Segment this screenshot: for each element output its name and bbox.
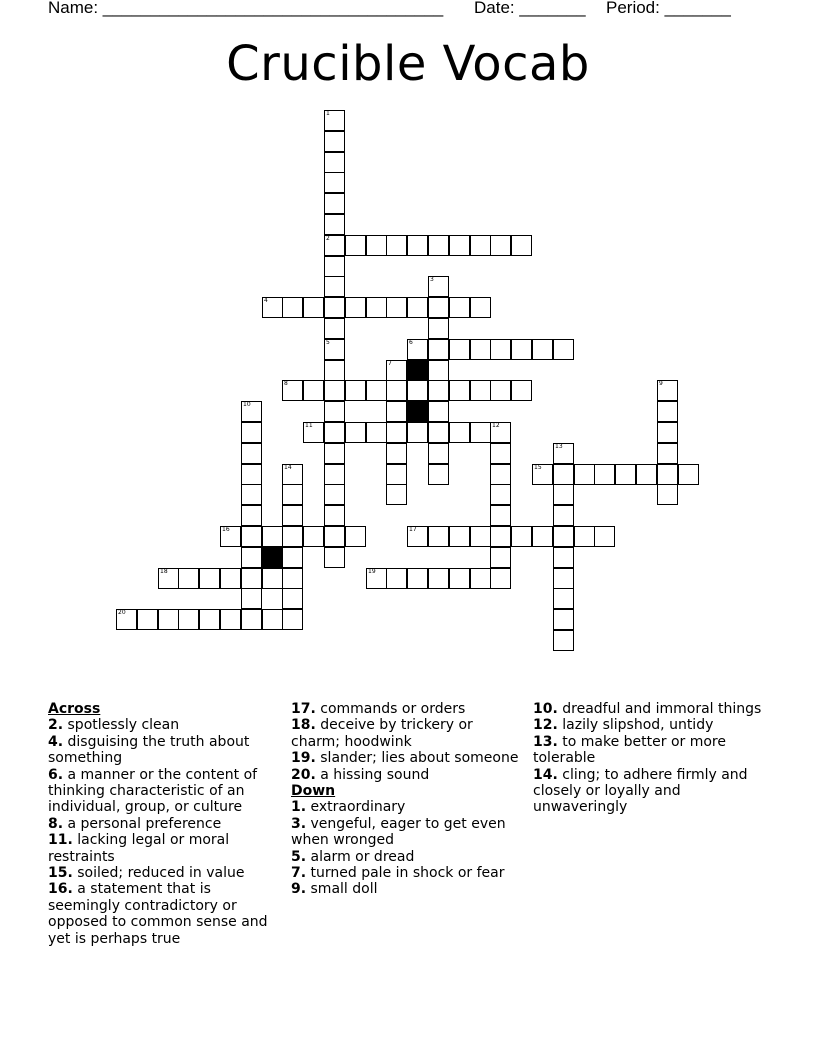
- clue-number-label: 15: [534, 464, 542, 471]
- crossword-cell[interactable]: [116, 609, 137, 630]
- clue-number: 5.: [291, 848, 307, 865]
- crossword-cell[interactable]: [241, 443, 262, 464]
- clues-column-2: [291, 701, 523, 898]
- crossword-cell[interactable]: [199, 568, 220, 589]
- crossword-cell[interactable]: [490, 568, 511, 589]
- clue-number: 3.: [291, 815, 307, 832]
- crossword-cell[interactable]: [282, 380, 303, 401]
- crossword-cell[interactable]: [428, 568, 449, 589]
- crossword-cell[interactable]: [532, 526, 553, 547]
- crossword-cell[interactable]: [428, 464, 449, 485]
- clue-item: [291, 799, 523, 815]
- crossword-cell[interactable]: [511, 339, 532, 360]
- crossword-cell[interactable]: [324, 256, 345, 277]
- crossword-cell[interactable]: [366, 235, 387, 256]
- clue-text: alarm or dread: [306, 848, 415, 865]
- clues-column-3: [533, 701, 765, 816]
- crossword-cell[interactable]: [282, 297, 303, 318]
- crossword-cell[interactable]: [553, 505, 574, 526]
- crossword-cell[interactable]: [490, 443, 511, 464]
- crossword-cell[interactable]: [532, 464, 553, 485]
- crossword-cell[interactable]: [386, 235, 407, 256]
- crossword-cell[interactable]: [428, 422, 449, 443]
- crossword-cell[interactable]: [345, 526, 366, 547]
- crossword-cell[interactable]: [199, 609, 220, 630]
- crossword-cell[interactable]: [241, 464, 262, 485]
- crossword-cell[interactable]: [324, 193, 345, 214]
- crossword-cell[interactable]: [490, 464, 511, 485]
- crossword-cell[interactable]: [262, 568, 283, 589]
- clue-text: cling; to adhere firmly and closely or loyally and unwaveringly: [533, 766, 748, 816]
- crossword-cell[interactable]: [345, 235, 366, 256]
- crossword-cell[interactable]: [553, 484, 574, 505]
- clue-item: [48, 767, 280, 816]
- crossword-cell[interactable]: [553, 609, 574, 630]
- crossword-cell[interactable]: [345, 422, 366, 443]
- clue-number-label: 1: [326, 110, 330, 117]
- date-line: _______: [519, 0, 586, 17]
- crossword-cell[interactable]: [324, 297, 345, 318]
- crossword-cell[interactable]: [324, 464, 345, 485]
- crossword-cell[interactable]: [657, 401, 678, 422]
- crossword-cell[interactable]: [657, 484, 678, 505]
- crossword-cell[interactable]: [324, 110, 345, 131]
- crossword-cell[interactable]: [303, 422, 324, 443]
- crossword-cell[interactable]: [553, 547, 574, 568]
- crossword-cell[interactable]: [470, 339, 491, 360]
- page-title: Crucible Vocab: [226, 36, 590, 92]
- crossword-cell[interactable]: [553, 443, 574, 464]
- crossword-cell[interactable]: [657, 380, 678, 401]
- crossword-cell[interactable]: [490, 422, 511, 443]
- clue-number: 17.: [291, 701, 316, 717]
- clue-item: [291, 865, 523, 881]
- crossword-cell[interactable]: [366, 568, 387, 589]
- across-clue-list-continued: [291, 701, 523, 783]
- crossword-cell[interactable]: [428, 401, 449, 422]
- clues-column-1: [48, 701, 280, 947]
- crossword-cell[interactable]: [428, 443, 449, 464]
- crossword-cell[interactable]: [594, 464, 615, 485]
- clue-item: [48, 816, 280, 832]
- crossword-cell[interactable]: [345, 380, 366, 401]
- crossword-cell[interactable]: [553, 464, 574, 485]
- clue-number: 18.: [291, 717, 316, 734]
- crossword-cell[interactable]: [490, 380, 511, 401]
- crossword-cell[interactable]: [386, 401, 407, 422]
- clue-number: 14.: [533, 766, 558, 783]
- crossword-cell[interactable]: [324, 172, 345, 193]
- crossword-cell[interactable]: [449, 297, 470, 318]
- crossword-cell[interactable]: [241, 588, 262, 609]
- clue-number: 7.: [291, 865, 307, 882]
- clue-number-label: 13: [555, 443, 563, 450]
- crossword-cell[interactable]: [407, 235, 428, 256]
- crossword-cell[interactable]: [303, 380, 324, 401]
- crossword-cell[interactable]: [490, 547, 511, 568]
- clue-text: extraordinary: [306, 799, 406, 816]
- crossword-cell[interactable]: [511, 526, 532, 547]
- crossword-cell[interactable]: [470, 235, 491, 256]
- crossword-cell[interactable]: [366, 422, 387, 443]
- clue-number: 11.: [48, 832, 73, 849]
- crossword-cell[interactable]: [428, 297, 449, 318]
- crossword-cell[interactable]: [386, 568, 407, 589]
- crossword-cell[interactable]: [407, 568, 428, 589]
- crossword-cell[interactable]: [220, 568, 241, 589]
- clue-number: 19.: [291, 750, 316, 767]
- crossword-cell[interactable]: [386, 297, 407, 318]
- crossword-cell[interactable]: [220, 526, 241, 547]
- clue-number-label: 20: [118, 609, 126, 616]
- crossword-cell[interactable]: [324, 360, 345, 381]
- crossword-cell[interactable]: [324, 339, 345, 360]
- date-label: Date:: [474, 0, 520, 17]
- clue-item: [48, 832, 280, 865]
- period-label: Period:: [606, 0, 665, 17]
- crossword-cell[interactable]: [324, 401, 345, 422]
- crossword-cell[interactable]: [324, 443, 345, 464]
- clue-number: 1.: [291, 799, 307, 816]
- clue-item: [291, 881, 523, 897]
- clue-text: lacking legal or moral restraints: [48, 832, 230, 865]
- clue-number-label: 5: [326, 339, 330, 346]
- crossword-cell[interactable]: [324, 547, 345, 568]
- crossword-cell[interactable]: [220, 609, 241, 630]
- crossword-cell[interactable]: [490, 505, 511, 526]
- clue-number-label: 6: [409, 339, 413, 346]
- clue-item: [533, 734, 765, 767]
- crossword-cell[interactable]: [553, 630, 574, 651]
- clue-number: 2.: [48, 717, 64, 734]
- crossword-cell[interactable]: [262, 297, 283, 318]
- clue-number-label: 7: [388, 360, 392, 367]
- crossword-cell[interactable]: [490, 484, 511, 505]
- crossword-cell[interactable]: [282, 505, 303, 526]
- crossword-block: [407, 360, 428, 381]
- crossword-cell[interactable]: [241, 547, 262, 568]
- clue-text: a statement that is seemingly contradictory or opposed to common sense and yet is perhaps true: [48, 881, 268, 947]
- crossword-cell[interactable]: [428, 360, 449, 381]
- clue-text: disguising the truth about something: [48, 733, 250, 767]
- crossword-cell[interactable]: [241, 526, 262, 547]
- clue-text: turned pale in shock or fear: [306, 865, 505, 882]
- clue-text: to make better or more tolerable: [533, 733, 726, 767]
- crossword-cell[interactable]: [532, 339, 553, 360]
- crossword-cell[interactable]: [490, 526, 511, 547]
- crossword-cell[interactable]: [428, 235, 449, 256]
- crossword-cell[interactable]: [282, 588, 303, 609]
- crossword-cell[interactable]: [428, 526, 449, 547]
- crossword-cell[interactable]: [178, 568, 199, 589]
- clue-number: 15.: [48, 865, 73, 882]
- clue-text: spotlessly clean: [63, 717, 180, 734]
- crossword-cell[interactable]: [324, 505, 345, 526]
- crossword-cell[interactable]: [636, 464, 657, 485]
- crossword-cell[interactable]: [511, 380, 532, 401]
- clue-item: [48, 865, 280, 881]
- clue-text: a personal preference: [63, 815, 222, 832]
- clue-number-label: 16: [222, 526, 230, 533]
- crossword-cell[interactable]: [386, 443, 407, 464]
- crossword-cell[interactable]: [574, 526, 595, 547]
- period-line: _______: [664, 0, 731, 17]
- crossword-cell[interactable]: [241, 422, 262, 443]
- clue-item: [291, 816, 523, 849]
- crossword-cell[interactable]: [553, 526, 574, 547]
- crossword-cell[interactable]: [553, 568, 574, 589]
- crossword-cell[interactable]: [324, 131, 345, 152]
- crossword-cell[interactable]: [449, 568, 470, 589]
- clue-number: 16.: [48, 881, 73, 898]
- crossword-cell[interactable]: [428, 276, 449, 297]
- crossword-cell[interactable]: [407, 297, 428, 318]
- crossword-cell[interactable]: [657, 464, 678, 485]
- clue-text: soiled; reduced in value: [72, 865, 245, 882]
- crossword-cell[interactable]: [345, 297, 366, 318]
- crossword-cell[interactable]: [490, 339, 511, 360]
- clue-item: [291, 750, 523, 766]
- clue-item: [533, 767, 765, 816]
- clue-number: 13.: [533, 733, 558, 750]
- clue-number-label: 11: [305, 422, 313, 429]
- crossword-cell[interactable]: [490, 235, 511, 256]
- crossword-cell[interactable]: [428, 380, 449, 401]
- crossword-cell[interactable]: [241, 568, 262, 589]
- crossword-block: [262, 547, 283, 568]
- clue-number-label: 3: [430, 276, 434, 283]
- crossword-cell[interactable]: [282, 547, 303, 568]
- crossword-cell[interactable]: [324, 152, 345, 173]
- clue-number-label: 10: [243, 401, 251, 408]
- crossword-cell[interactable]: [657, 443, 678, 464]
- clue-item: [291, 701, 523, 717]
- crossword-block: [407, 401, 428, 422]
- crossword-cell[interactable]: [262, 609, 283, 630]
- clue-number: 10.: [533, 701, 558, 717]
- crossword-cell[interactable]: [678, 464, 699, 485]
- clue-item: [533, 701, 765, 717]
- across-clue-list: [48, 717, 280, 947]
- crossword-cell[interactable]: [470, 422, 491, 443]
- crossword-cell[interactable]: [366, 297, 387, 318]
- crossword-cell[interactable]: [241, 609, 262, 630]
- clue-number-label: 4: [264, 297, 268, 304]
- crossword-cell[interactable]: [324, 422, 345, 443]
- crossword-cell[interactable]: [449, 339, 470, 360]
- crossword-cell[interactable]: [657, 422, 678, 443]
- clue-item: [291, 717, 523, 750]
- crossword-cell[interactable]: [386, 464, 407, 485]
- crossword-cell[interactable]: [324, 276, 345, 297]
- crossword-cell[interactable]: [324, 526, 345, 547]
- clue-text: commands or orders: [315, 701, 466, 717]
- down-heading: Down: [291, 783, 336, 800]
- clue-item: [48, 881, 280, 947]
- down-clue-list-continued: [533, 701, 765, 816]
- clue-text: dreadful and immoral things: [557, 701, 762, 717]
- crossword-cell[interactable]: [449, 380, 470, 401]
- crossword-cell[interactable]: [574, 464, 595, 485]
- crossword-cell[interactable]: [137, 609, 158, 630]
- crossword-cell[interactable]: [158, 568, 179, 589]
- crossword-cell[interactable]: [470, 568, 491, 589]
- clue-text: vengeful, eager to get even when wronged: [291, 815, 506, 849]
- crossword-cell[interactable]: [158, 609, 179, 630]
- crossword-cell[interactable]: [303, 526, 324, 547]
- crossword-cell[interactable]: [428, 339, 449, 360]
- crossword-cell[interactable]: [470, 297, 491, 318]
- crossword-cell[interactable]: [553, 339, 574, 360]
- crossword-cell[interactable]: [553, 588, 574, 609]
- clue-number-label: 8: [284, 380, 288, 387]
- crossword-cell[interactable]: [594, 526, 615, 547]
- clue-number-label: 19: [368, 568, 376, 575]
- crossword-cell[interactable]: [470, 380, 491, 401]
- crossword-cell[interactable]: [407, 339, 428, 360]
- crossword-cell[interactable]: [178, 609, 199, 630]
- crossword-cell[interactable]: [282, 464, 303, 485]
- crossword-cell[interactable]: [407, 380, 428, 401]
- clue-text: small doll: [306, 881, 378, 898]
- crossword-cell[interactable]: [428, 318, 449, 339]
- crossword-cell[interactable]: [407, 526, 428, 547]
- crossword-cell[interactable]: [324, 318, 345, 339]
- clue-item: [291, 767, 523, 783]
- clue-number: 9.: [291, 881, 307, 898]
- clue-number-label: 18: [160, 568, 168, 575]
- crossword-cell[interactable]: [262, 526, 283, 547]
- clue-text: slander; lies about someone: [315, 750, 519, 767]
- crossword-cell[interactable]: [366, 380, 387, 401]
- clue-text: lazily slipshod, untidy: [557, 717, 714, 734]
- clue-item: [533, 717, 765, 733]
- crossword-cell[interactable]: [324, 235, 345, 256]
- clue-number: 20.: [291, 766, 316, 783]
- crossword-cell[interactable]: [282, 484, 303, 505]
- clue-number: 8.: [48, 815, 64, 832]
- clue-number-label: 17: [409, 526, 417, 533]
- crossword-cell[interactable]: [615, 464, 636, 485]
- crossword-cell[interactable]: [449, 235, 470, 256]
- crossword-cell[interactable]: [324, 214, 345, 235]
- clue-item: [291, 849, 523, 865]
- clue-number-label: 14: [284, 464, 292, 471]
- crossword-cell[interactable]: [386, 380, 407, 401]
- crossword-cell[interactable]: [511, 235, 532, 256]
- crossword-cell[interactable]: [282, 568, 303, 589]
- clue-item: [48, 734, 280, 767]
- down-clue-list: [291, 799, 523, 897]
- clue-number: 12.: [533, 717, 558, 734]
- clue-text: deceive by trickery or charm; hoodwink: [291, 717, 473, 750]
- clue-item: [48, 717, 280, 733]
- across-heading: Across: [48, 701, 101, 717]
- crossword-cell[interactable]: [386, 484, 407, 505]
- clue-number-label: 12: [492, 422, 500, 429]
- crossword-cell[interactable]: [241, 401, 262, 422]
- clue-text: a hissing sound: [315, 766, 430, 783]
- crossword-cell[interactable]: [407, 422, 428, 443]
- crossword-cell[interactable]: [449, 422, 470, 443]
- clue-text: a manner or the content of thinking characteristic of an individual, group, or culture: [48, 766, 258, 816]
- crossword-cell[interactable]: [303, 297, 324, 318]
- crossword-cell[interactable]: [282, 609, 303, 630]
- name-label: Name:: [48, 0, 103, 17]
- crossword-cell[interactable]: [241, 505, 262, 526]
- crossword-cell[interactable]: [282, 526, 303, 547]
- clue-number-label: 9: [659, 380, 663, 387]
- crossword-cell[interactable]: [324, 484, 345, 505]
- name-line: ____________________________________: [102, 0, 444, 17]
- crossword-cell[interactable]: [449, 526, 470, 547]
- crossword-cell[interactable]: [324, 380, 345, 401]
- crossword-cell[interactable]: [241, 484, 262, 505]
- crossword-cell[interactable]: [386, 422, 407, 443]
- clue-number: 4.: [48, 733, 64, 750]
- crossword-cell[interactable]: [470, 526, 491, 547]
- clue-number-label: 2: [326, 235, 330, 242]
- clue-number: 6.: [48, 766, 64, 783]
- crossword-cell[interactable]: [386, 360, 407, 381]
